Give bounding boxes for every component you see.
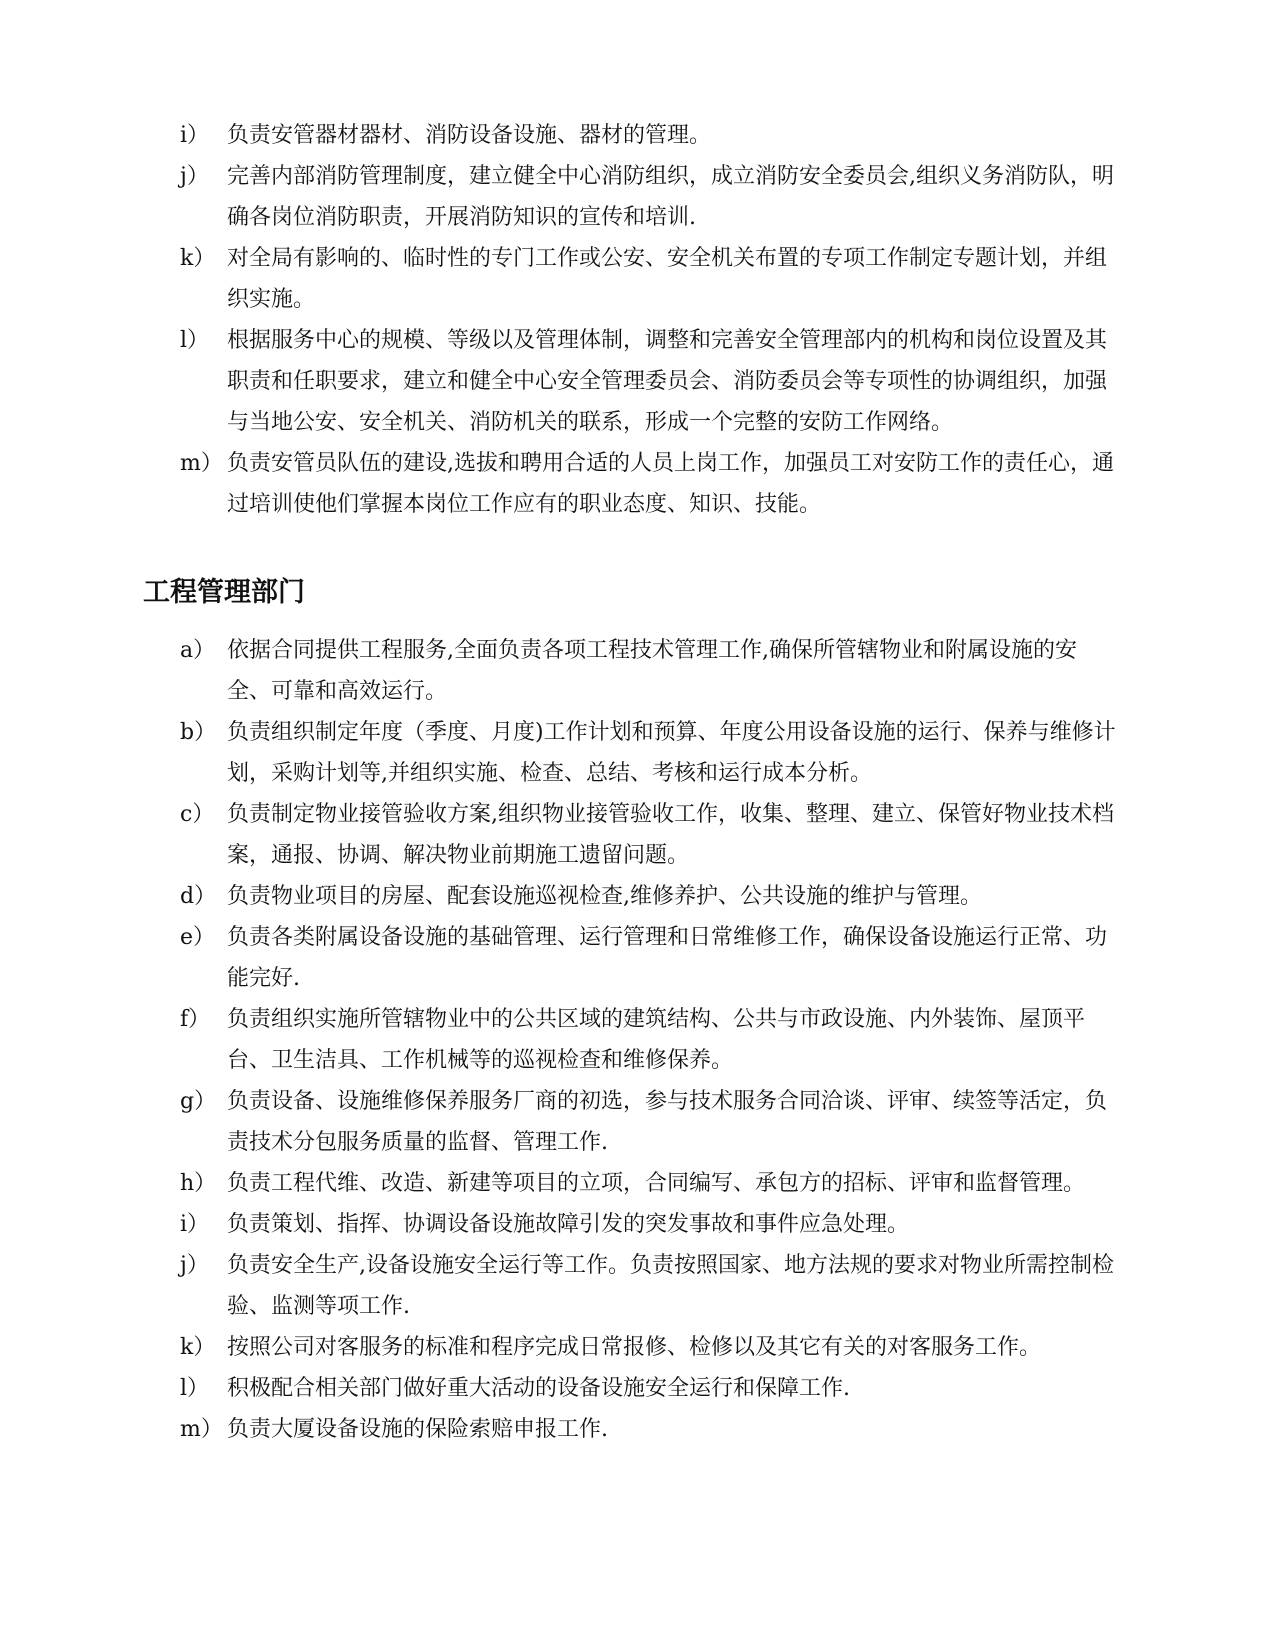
list-item [180,443,1120,525]
item-text: 依据合同提供工程服务,全面负责各项工程技术管理工作,确保所管辖物业和附属设施的安全、可靠和高效运行。 [227,638,1077,704]
item-text: 对全局有影响的、临时性的专门工作或公安、安全机关布置的专项工作制定专题计划，并组织实施。 [227,246,1108,312]
item-text: 负责物业项目的房屋、配套设施巡视检查,维修养护、公共设施的维护与管理。 [227,884,982,909]
item-marker: m） [180,1417,223,1442]
item-text: 负责工程代维、改造、新建等项目的立项，合同编写、承包方的招标、评审和监督管理。 [227,1171,1086,1196]
item-text: 负责组织实施所管辖物业中的公共区域的建筑结构、公共与市政设施、内外装饰、屋顶平台、卫生洁具、工作机械等的巡视检查和维修保养。 [227,1007,1086,1073]
item-marker: a） [180,638,216,663]
item-marker: j） [180,164,209,189]
list-item [180,712,1120,794]
item-marker: e） [180,925,216,950]
item-text: 负责设备、设施维修保养服务厂商的初选，参与技术服务合同洽谈、评审、续签等活定，负责技术分包服务质量的监督、管理工作. [227,1089,1108,1155]
item-text: 积极配合相关部门做好重大活动的设备设施安全运行和保障工作. [227,1376,850,1401]
item-text: 负责安全生产,设备设施安全运行等工作。负责按照国家、地方法规的要求对物业所需控制检验、监测等项工作. [227,1253,1114,1319]
item-marker: j） [180,1253,209,1278]
item-marker: i） [180,1212,210,1237]
item-text: 按照公司对客服务的标准和程序完成日常报修、检修以及其它有关的对客服务工作。 [227,1335,1042,1360]
item-marker: f） [180,1007,211,1032]
item-text: 负责制定物业接管验收方案,组织物业接管验收工作，收集、整理、建立、保管好物业技术档案，通报、协调、解决物业前期施工遗留问题。 [227,802,1114,868]
item-marker: k） [180,246,216,271]
list-item [180,238,1120,320]
engineering-duties-list [180,630,1120,1450]
list-item [180,1163,1120,1204]
list-item [180,876,1120,917]
section-heading: 工程管理部门 [143,577,305,608]
list-item [180,1368,1120,1409]
list-item [180,1327,1120,1368]
list-item [180,320,1120,443]
list-item [180,115,1120,156]
item-text: 根据服务中心的规模、等级以及管理体制，调整和完善安全管理部内的机构和岗位设置及其职责和任职要求，建立和健全中心安全管理委员会、消防委员会等专项性的协调组织，加强与当地公安、安全机关、消防机关的联系，形成一个完整的安防工作网络。 [227,328,1108,435]
list-item [180,917,1120,999]
item-marker: b） [180,720,217,745]
item-marker: l） [180,328,210,353]
item-marker: m） [180,451,223,476]
item-marker: l） [180,1376,210,1401]
item-marker: h） [180,1171,217,1196]
item-marker: g） [180,1089,217,1114]
list-item [180,156,1120,238]
item-text: 负责安管员队伍的建设,选拔和聘用合适的人员上岗工作，加强员工对安防工作的责任心，通过培训使他们掌握本岗位工作应有的职业态度、知识、技能。 [227,451,1114,517]
list-item [180,1245,1120,1327]
item-text: 负责安管器材器材、消防设备设施、器材的管理。 [227,123,712,148]
list-item [180,630,1120,712]
item-marker: d） [180,884,217,909]
list-item [180,1081,1120,1163]
list-item [180,794,1120,876]
item-text: 完善内部消防管理制度，建立健全中心消防组织，成立消防安全委员会,组织义务消防队，明确各岗位消防职责，开展消防知识的宣传和培训. [227,164,1114,230]
list-item [180,999,1120,1081]
item-text: 负责组织制定年度（季度、月度)工作计划和预算、年度公用设备设施的运行、保养与维修计划，采购计划等,并组织实施、检查、总结、考核和运行成本分析。 [227,720,1116,786]
list-item [180,1204,1120,1245]
security-duties-list [180,115,1120,525]
list-item [180,1409,1120,1450]
item-text: 负责大厦设备设施的保险索赔申报工作. [227,1417,608,1442]
item-text: 负责策划、指挥、协调设备设施故障引发的突发事故和事件应急处理。 [227,1212,910,1237]
item-text: 负责各类附属设备设施的基础管理、运行管理和日常维修工作，确保设备设施运行正常、功能完好. [227,925,1108,991]
item-marker: k） [180,1335,216,1360]
item-marker: c） [180,802,215,827]
item-marker: i） [180,123,210,148]
